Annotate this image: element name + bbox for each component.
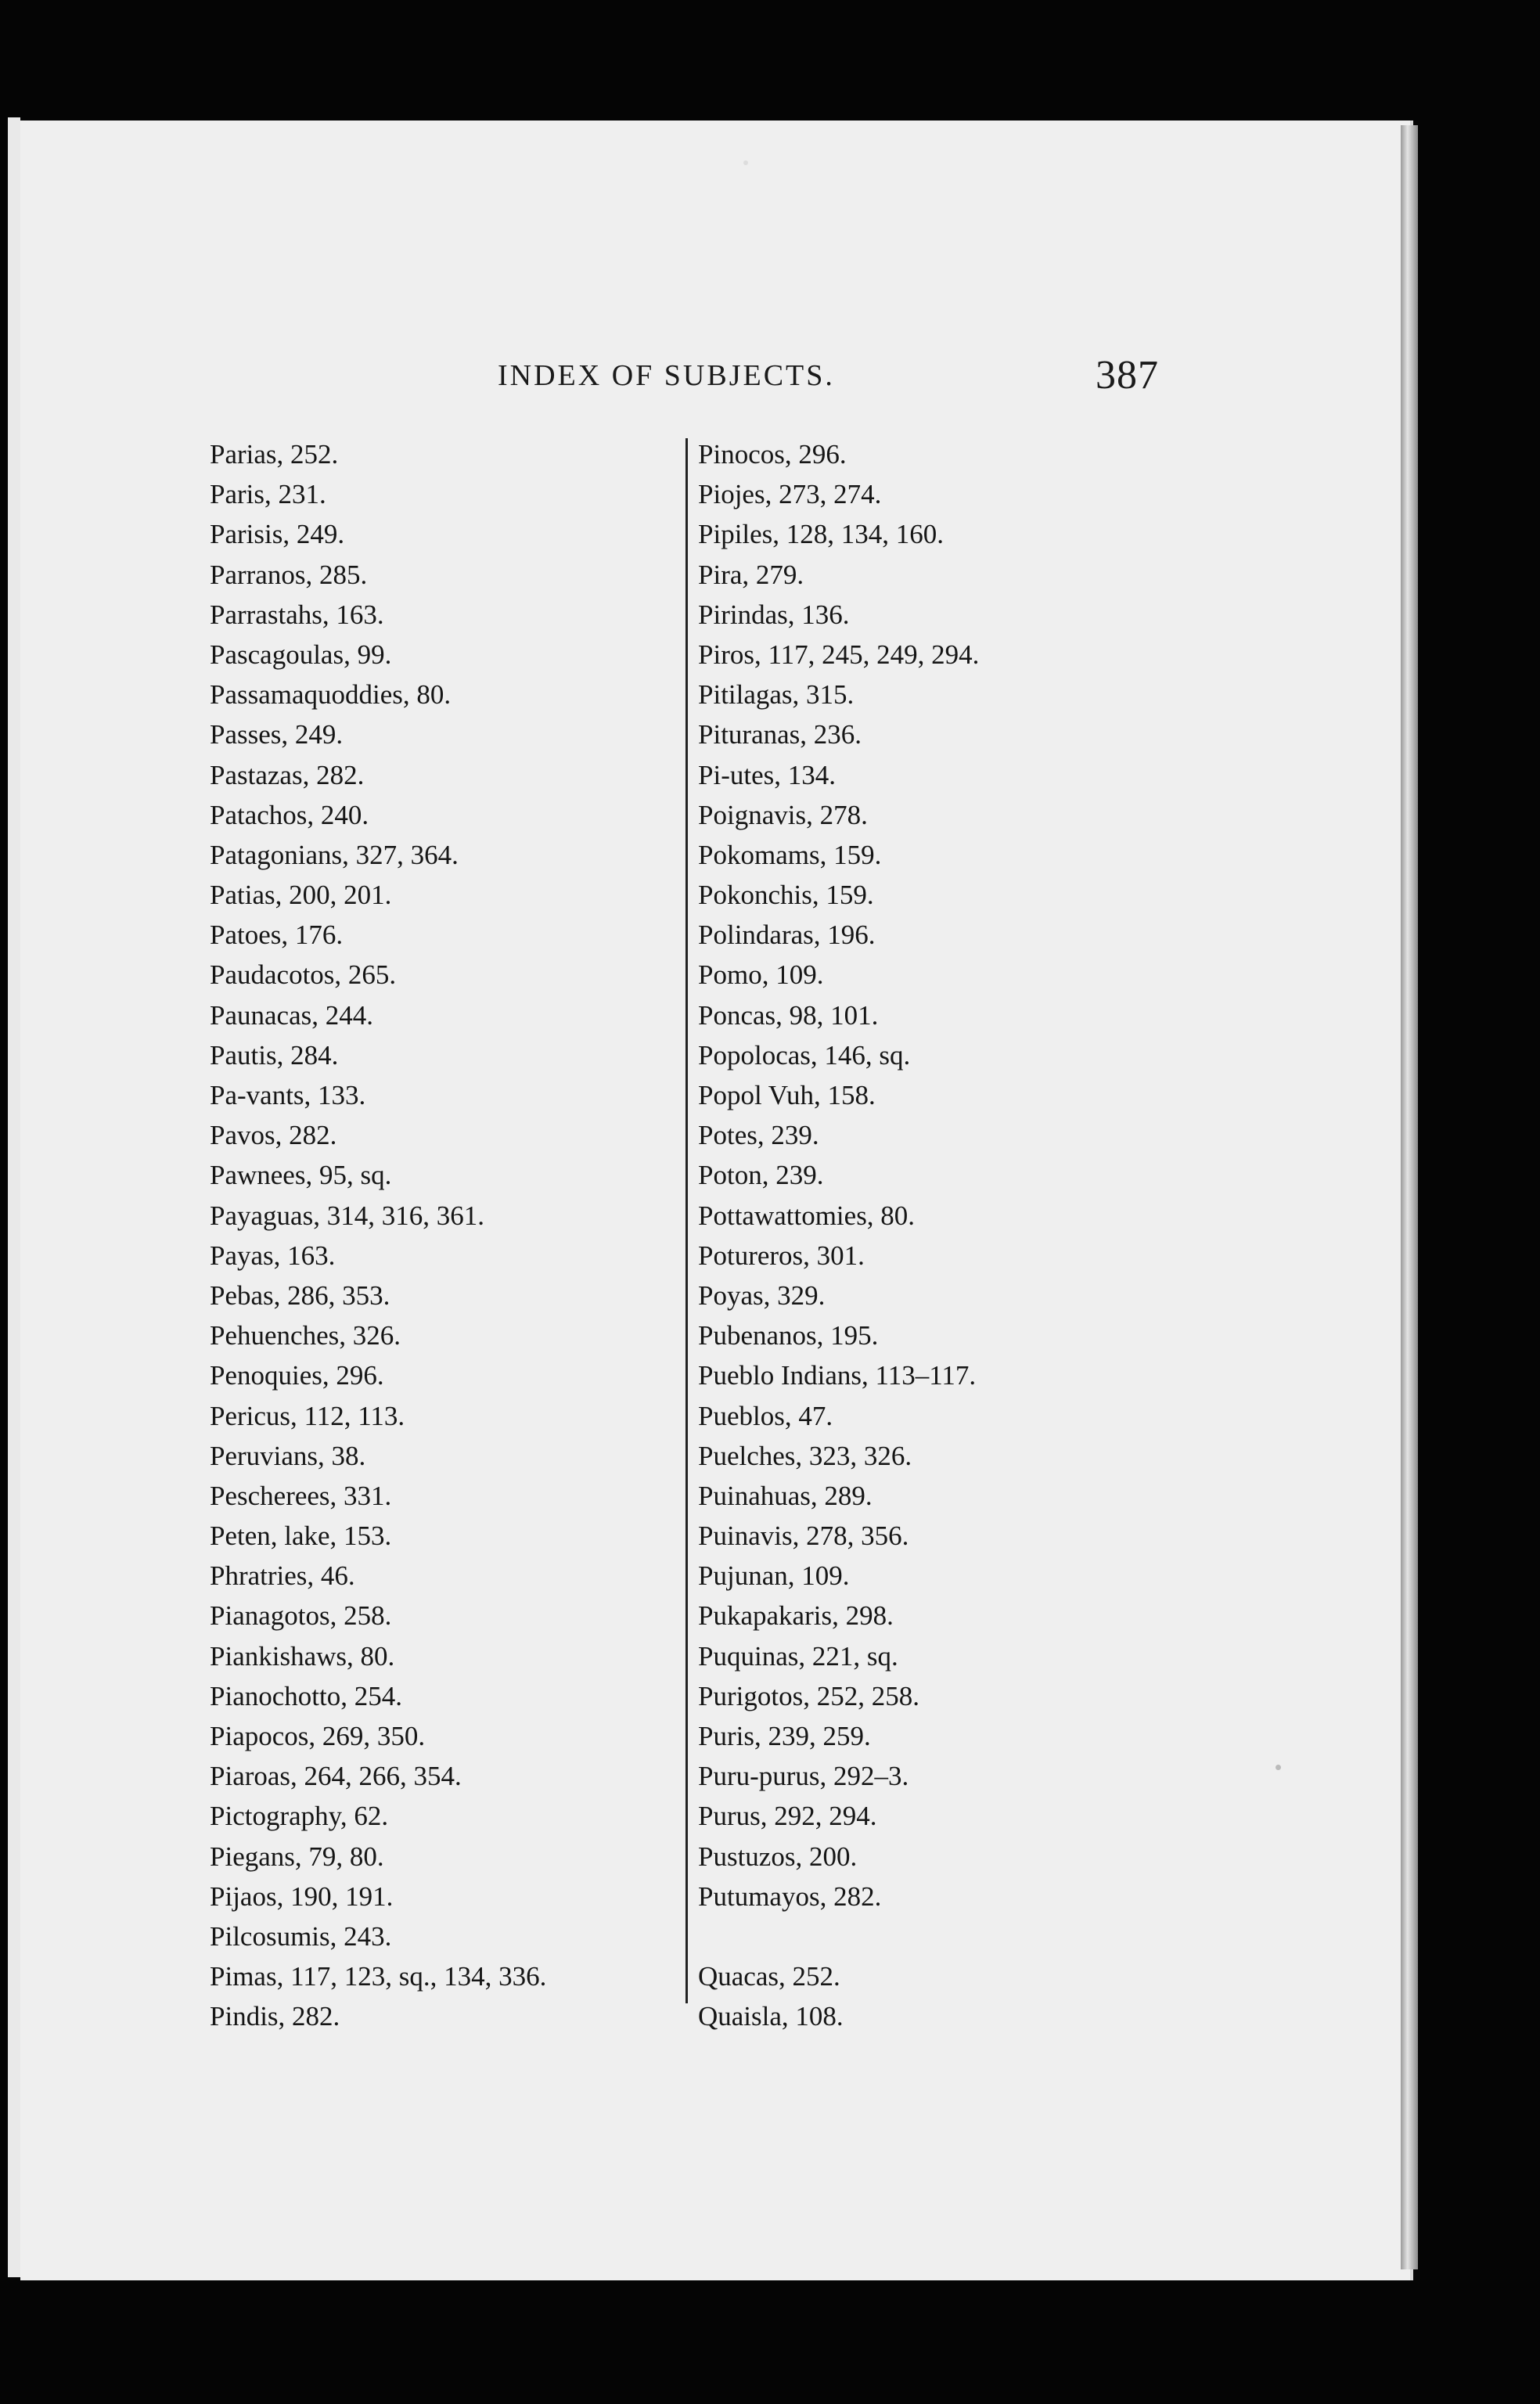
index-entry: Peten, lake, 153. [210, 1520, 392, 1552]
index-entry: Pehuenches, 326. [210, 1320, 401, 1351]
index-entry: Pokomams, 159. [698, 839, 882, 870]
index-entry: Peruvians, 38. [210, 1440, 366, 1471]
index-entry: Paudacotos, 265. [210, 959, 397, 991]
index-entry: Parias, 252. [210, 439, 339, 470]
index-entry: Pueblos, 47. [698, 1400, 833, 1431]
index-gap [698, 1916, 979, 1956]
index-entry: Pustuzos, 200. [698, 1841, 858, 1872]
index-entry: Parisis, 249. [210, 519, 345, 550]
index-entry: Poton, 239. [698, 1160, 824, 1191]
page-number: 387 [1096, 353, 1159, 398]
index-entry: Passamaquoddies, 80. [210, 679, 452, 711]
index-entry: Pindis, 282. [210, 2001, 340, 2032]
index-entry: Puris, 239, 259. [698, 1721, 871, 1751]
index-entry: Pirindas, 136. [698, 599, 850, 630]
index-entry: Popolocas, 146, sq. [698, 1039, 911, 1071]
index-entry: Pokonchis, 159. [698, 880, 874, 911]
index-entry: Purigotos, 252, 258. [698, 1680, 919, 1711]
index-entry: Puinavis, 278, 356. [698, 1520, 909, 1552]
index-entry: Pastazas, 282. [210, 759, 365, 790]
index-entry: Pascagoulas, 99. [210, 639, 392, 670]
index-entry: Putumayos, 282. [698, 1880, 882, 1912]
index-entry: Purus, 292, 294. [698, 1801, 877, 1832]
index-entry: Passes, 249. [210, 719, 344, 750]
index-entry: Pebas, 286, 353. [210, 1279, 390, 1311]
index-entry: Piegans, 79, 80. [210, 1841, 384, 1872]
index-entry: Payaguas, 314, 316, 361. [210, 1200, 484, 1231]
index-entry: Pueblo Indians, 113–117. [698, 1360, 977, 1391]
index-entry: Pictography, 62. [210, 1801, 389, 1832]
index-entry: Pawnees, 95, sq. [210, 1160, 392, 1191]
page-title: INDEX OF SUBJECTS. [498, 359, 835, 392]
index-entry: Pituranas, 236. [698, 719, 862, 750]
index-entry: Parrastahs, 163. [210, 599, 384, 630]
index-entry: Patoes, 176. [210, 919, 344, 951]
index-entry: Poignavis, 278. [698, 799, 868, 830]
index-entry: Pescherees, 331. [210, 1480, 392, 1511]
index-entry: Pijaos, 190, 191. [210, 1880, 394, 1912]
index-entry: Payas, 163. [210, 1240, 336, 1271]
index-entry: Quaisla, 108. [698, 2001, 844, 2032]
index-entry: Patachos, 240. [210, 799, 369, 830]
index-entry: Pukapakaris, 298. [698, 1600, 894, 1632]
index-entry: Poyas, 329. [698, 1279, 826, 1311]
index-entry: Puru-purus, 292–3. [698, 1761, 909, 1792]
index-entry: Polindaras, 196. [698, 919, 876, 951]
dust-speck [743, 160, 748, 165]
index-entry: Pi-utes, 134. [698, 759, 836, 790]
index-entry: Popol Vuh, 158. [698, 1080, 876, 1110]
index-entry: Piros, 117, 245, 249, 294. [698, 639, 980, 670]
index-entry: Piapocos, 269, 350. [210, 1721, 426, 1751]
index-entry: Potureros, 301. [698, 1240, 865, 1271]
index-entry: Pottawattomies, 80. [698, 1200, 916, 1231]
index-entry: Parranos, 285. [210, 559, 368, 590]
index-entry: Pitilagas, 315. [698, 679, 855, 711]
page-edge-shadow [1401, 125, 1418, 2269]
index-entry: Patias, 200, 201. [210, 880, 392, 911]
index-column-right [698, 434, 979, 2037]
index-entry: Pira, 279. [698, 559, 804, 590]
index-entry: Pa-vants, 133. [210, 1080, 366, 1110]
index-column-left [210, 434, 546, 2037]
index-entry: Pipiles, 128, 134, 160. [698, 519, 945, 550]
index-entry: Poncas, 98, 101. [698, 999, 879, 1031]
index-entry: Potes, 239. [698, 1120, 819, 1151]
index-entry: Pinocos, 296. [698, 439, 847, 470]
index-entry: Penoquies, 296. [210, 1360, 384, 1391]
column-divider [685, 438, 688, 2003]
index-entry: Pautis, 284. [210, 1039, 339, 1071]
index-entry: Puinahuas, 289. [698, 1480, 873, 1511]
index-entry: Pilcosumis, 243. [210, 1920, 392, 1952]
index-entry: Pujunan, 109. [698, 1560, 850, 1592]
index-entry: Patagonians, 327, 364. [210, 839, 459, 870]
index-entry: Phratries, 46. [210, 1560, 355, 1592]
index-entry: Pianagotos, 258. [210, 1600, 392, 1632]
index-entry: Pericus, 112, 113. [210, 1400, 405, 1431]
index-entry: Paris, 231. [210, 479, 326, 510]
index-entry: Piojes, 273, 274. [698, 479, 882, 510]
index-entry: Quacas, 252. [698, 1961, 840, 1992]
index-entry: Puquinas, 221, sq. [698, 1640, 898, 1672]
index-entry: Pavos, 282. [210, 1120, 337, 1151]
index-entry: Pimas, 117, 123, sq., 134, 336. [210, 1961, 547, 1992]
index-entry: Piaroas, 264, 266, 354. [210, 1761, 462, 1792]
index-entry: Piankishaws, 80. [210, 1640, 395, 1672]
index-entry: Paunacas, 244. [210, 999, 373, 1031]
index-entry: Pubenanos, 195. [698, 1320, 879, 1351]
index-entry: Pomo, 109. [698, 959, 824, 991]
dust-speck [1276, 1765, 1281, 1770]
left-page-edge [8, 117, 20, 2277]
index-entry: Pianochotto, 254. [210, 1680, 402, 1711]
index-entry: Puelches, 323, 326. [698, 1440, 912, 1471]
